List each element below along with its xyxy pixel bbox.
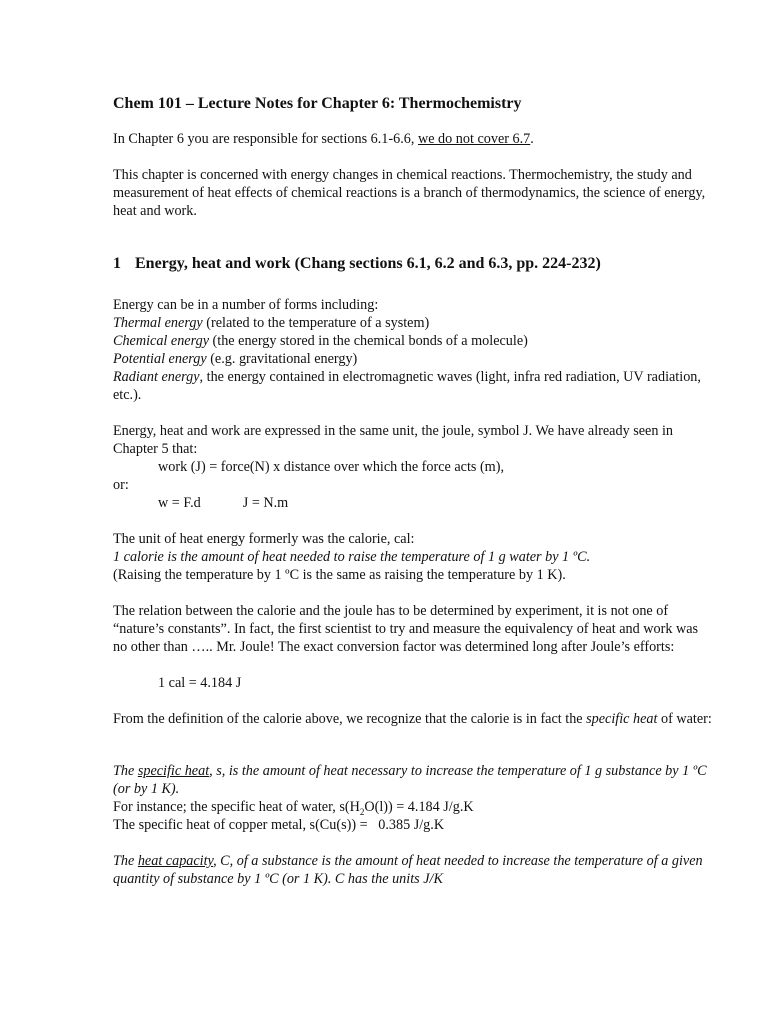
form-term: Radiant energy: [113, 369, 200, 385]
equation-right: J = N.m: [242, 495, 289, 511]
water-specific-heat: [113, 798, 713, 816]
definition-term: specific heat: [137, 763, 210, 779]
form-term: Potential energy: [113, 351, 207, 367]
calorie-definition: 1 calorie is the amount of heat needed to raise the temperature of 1 g water by 1 ºC.: [113, 549, 591, 565]
heat-capacity-definition: [113, 852, 713, 888]
form-desc: (related to the temperature of a system): [202, 315, 430, 331]
intro-end: .: [530, 131, 534, 147]
units-text: Energy, heat and work are expressed in the same unit, the joule, symbol J. We have already seen in Chapter 5 that:: [113, 423, 674, 457]
specific-heat-definition: [113, 762, 713, 798]
form-item-radiant: [113, 368, 713, 404]
forms-lead: Energy can be in a number of forms including:: [113, 297, 379, 313]
heat-capacity-rest: , C, of a substance is the amount of heat needed to increase the temperature of a given quantity of substance by 1 ºC (or 1 K). C has the units J/K: [113, 853, 703, 887]
specific-heat-block: [113, 762, 713, 834]
copper-specific-heat: The specific heat of copper metal, s(Cu(s)) = 0.385 J/g.K: [113, 817, 445, 833]
calorie-note: (Raising the temperature by 1 ºC is the same as raising the temperature by 1 K).: [113, 567, 566, 583]
heat-capacity-term: heat capacity: [137, 853, 214, 869]
form-desc: (e.g. gravitational energy): [206, 351, 358, 367]
calorie-block: [113, 530, 713, 584]
specific-intro: [113, 710, 713, 728]
section-title: Energy, heat and work (Chang sections 6.1, 6.2 and 6.3, pp. 224-232): [135, 255, 601, 272]
form-term: Thermal energy: [113, 315, 203, 331]
energy-forms-block: [113, 296, 713, 404]
water-post: O(l)) = 4.184 J/g.K: [364, 799, 474, 815]
form-item-thermal: [113, 314, 713, 332]
form-desc: , the energy contained in electromagnetic waves (light, infra red radiation, UV radiation, etc.).: [113, 369, 701, 403]
form-item-potential: [113, 350, 713, 368]
water-subscript: 2: [359, 806, 365, 817]
water-pre: For instance; the specific heat of water, s(H: [113, 799, 360, 815]
form-item-chemical: [113, 332, 713, 350]
specific-intro-end: of water:: [657, 711, 712, 727]
work-equation: work (J) = force(N) x distance over which the force acts (m),: [158, 459, 504, 475]
equation-left: w = F.d: [158, 495, 201, 511]
section-heading: [113, 254, 713, 274]
units-block: [113, 422, 713, 512]
intro-text: In Chapter 6 you are responsible for sections 6.1-6.6,: [113, 131, 418, 147]
relation-paragraph: The relation between the calorie and the joule has to be determined by experiment, it is not one of “nature’s constants”. In fact, the first scientist to try and measure the equivalency of heat and work was no other than ….. Mr. Joule! The exact conversion factor was determined long after Joule’s efforts:: [113, 603, 699, 655]
specific-intro-text: From the definition of the calorie above, we recognize that the calorie is in fact the: [113, 711, 587, 727]
or-label: or:: [113, 477, 129, 493]
form-desc: (the energy stored in the chemical bonds of a molecule): [209, 333, 528, 349]
intro-underlined: we do not cover 6.7: [417, 131, 531, 147]
document-page: [113, 94, 713, 888]
overview-paragraph: This chapter is concerned with energy changes in chemical reactions. Thermochemistry, the study and measurement of heat effects of chemical reactions is a branch of thermodynamics, the science of energy, heat and work.: [113, 167, 706, 219]
conversion-equation: 1 cal = 4.184 J: [158, 675, 242, 691]
definition-pre: The: [113, 763, 138, 779]
document-title: Chem 101 – Lecture Notes for Chapter 6: Thermochemistry: [113, 95, 522, 112]
heat-capacity-pre: The: [113, 853, 138, 869]
short-equation: [113, 494, 713, 512]
calorie-intro: The unit of heat energy formerly was the calorie, cal:: [113, 531, 415, 547]
definition-rest: , s, is the amount of heat necessary to increase the temperature of 1 g substance by 1 ºC (or by 1 K).: [113, 763, 707, 797]
specific-intro-term: specific heat: [586, 711, 658, 727]
form-term: Chemical energy: [113, 333, 209, 349]
section-number: 1: [113, 255, 121, 272]
intro-paragraph: [113, 130, 713, 148]
